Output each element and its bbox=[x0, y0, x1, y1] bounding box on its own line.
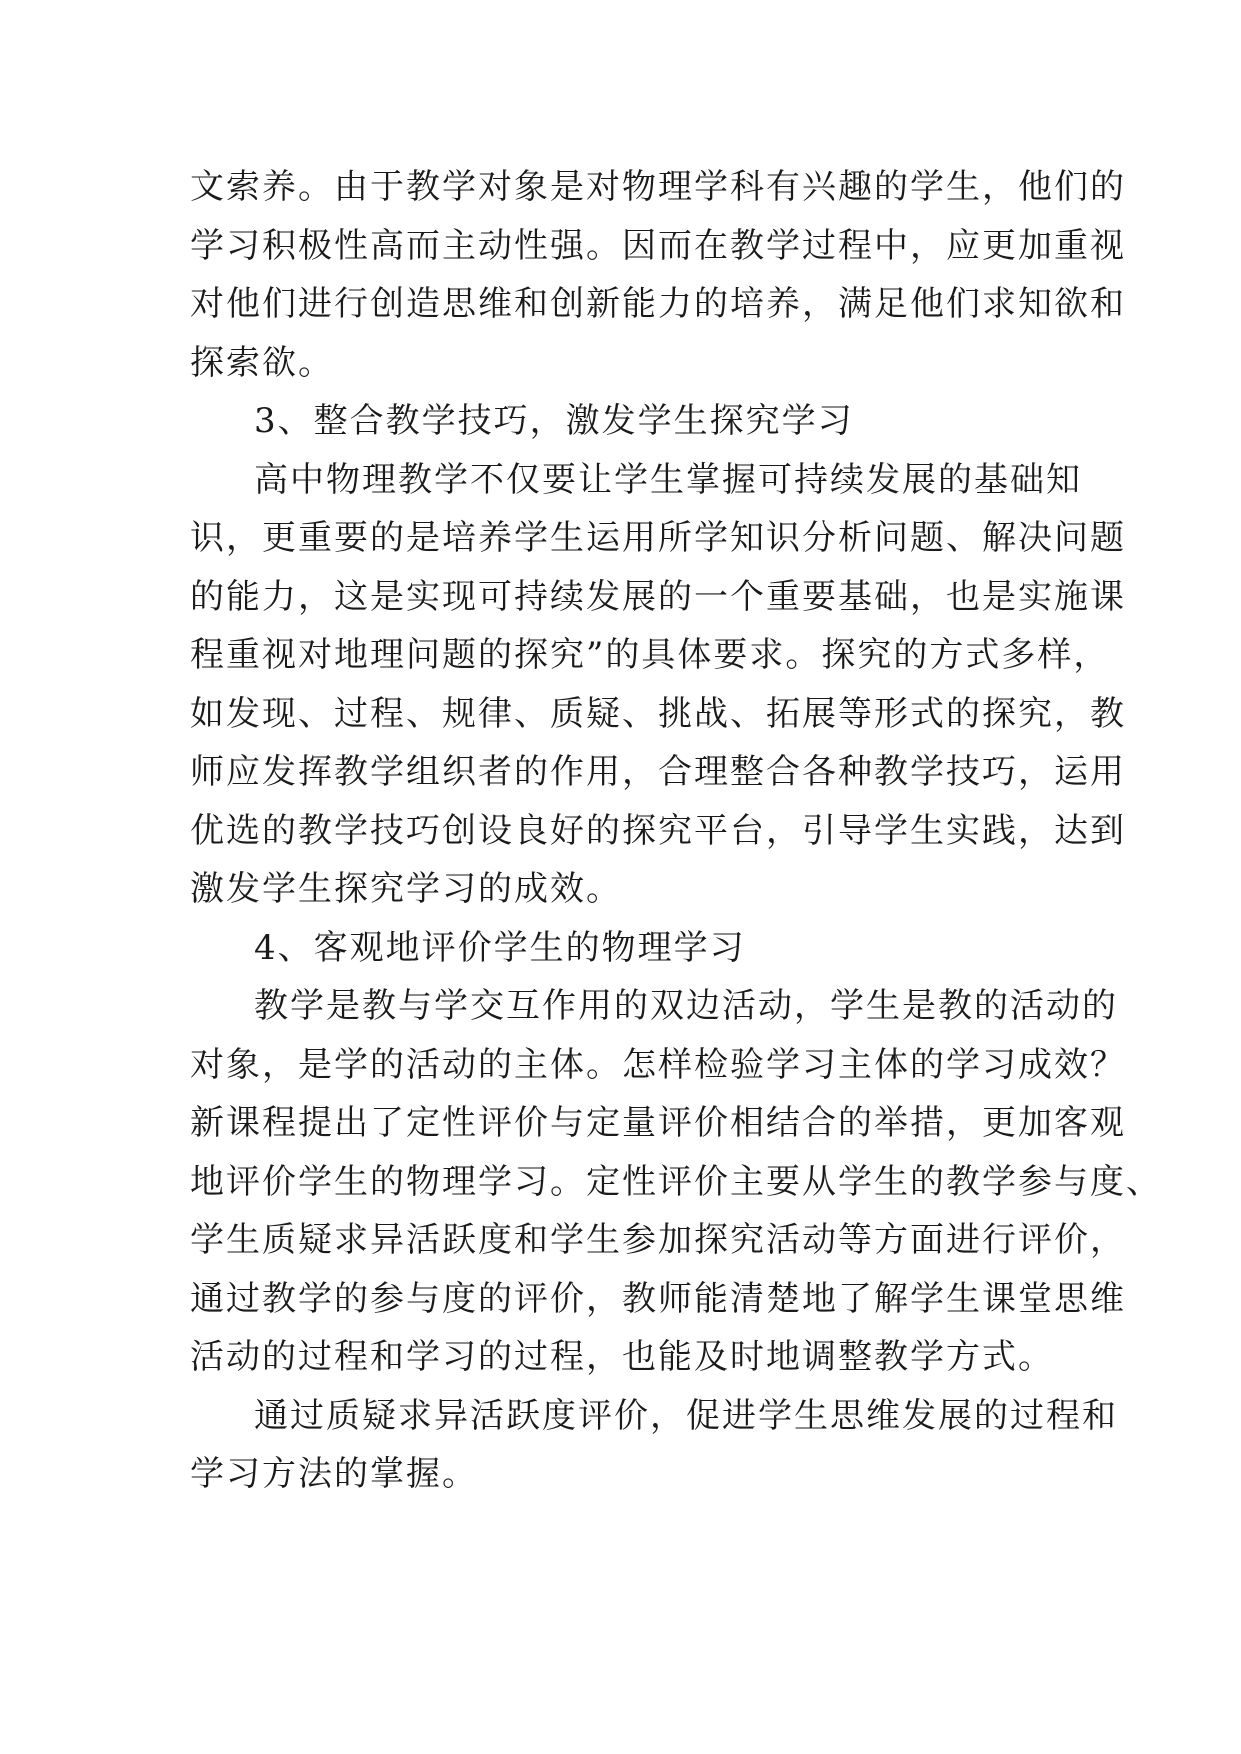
text-line: 新课程提出了定性评价与定量评价相结合的举措，更加客观 bbox=[190, 1103, 1126, 1143]
text-line: 学生质疑求异活跃度和学生参加探究活动等方面进行评价， bbox=[190, 1220, 1126, 1260]
text-line: 如发现、过程、规律、质疑、挑战、拓展等形式的探究，教 bbox=[190, 693, 1126, 734]
text-line: 激发学生探究学习的成效。 bbox=[190, 869, 622, 909]
text-line: 4、客观地评价学生的物理学习 bbox=[254, 927, 746, 968]
text-line: 识，更重要的是培养学生运用所学知识分析问题、解决问题 bbox=[190, 518, 1126, 558]
text-line: 对象，是学的活动的主体。怎样检验学习主体的学习成效？ bbox=[190, 1044, 1126, 1085]
text-line: 通过质疑求异活跃度评价，促进学生思维发展的过程和 bbox=[254, 1395, 1118, 1436]
text-line: 优选的教学技巧创设良好的探究平台，引导学生实践，达到 bbox=[190, 810, 1126, 851]
text-line: 高中物理教学不仅要让学生掌握可持续发展的基础知 bbox=[254, 459, 1082, 500]
text-line: 文索养。由于教学对象是对物理学科有兴趣的学生，他们的 bbox=[190, 167, 1126, 207]
text-line: 学习积极性高而主动性强。因而在教学过程中，应更加重视 bbox=[190, 225, 1126, 266]
text-line: 3、整合教学技巧，激发学生探究学习 bbox=[254, 401, 854, 441]
text-line: 地评价学生的物理学习。定性评价主要从学生的教学参与度、 bbox=[190, 1161, 1162, 1202]
body-text bbox=[190, 158, 1162, 1504]
text-line: 师应发挥教学组织者的作用，合理整合各种教学技巧，运用 bbox=[190, 752, 1126, 792]
text-line: 程重视对地理问题的探究”的具体要求。探究的方式多样， bbox=[190, 635, 1110, 675]
text-line: 通过教学的参与度的评价，教师能清楚地了解学生课堂思维 bbox=[190, 1278, 1126, 1319]
text-line: 教学是教与学交互作用的双边活动，学生是教的活动的 bbox=[254, 986, 1118, 1026]
text-line: 的能力，这是实现可持续发展的一个重要基础，也是实施课 bbox=[190, 576, 1126, 617]
text-line: 活动的过程和学习的过程，也能及时地调整教学方式。 bbox=[190, 1337, 1054, 1377]
text-line: 对他们进行创造思维和创新能力的培养，满足他们求知欲和 bbox=[190, 284, 1126, 324]
text-line: 探索欲。 bbox=[190, 342, 334, 383]
text-line: 学习方法的掌握。 bbox=[190, 1454, 478, 1494]
